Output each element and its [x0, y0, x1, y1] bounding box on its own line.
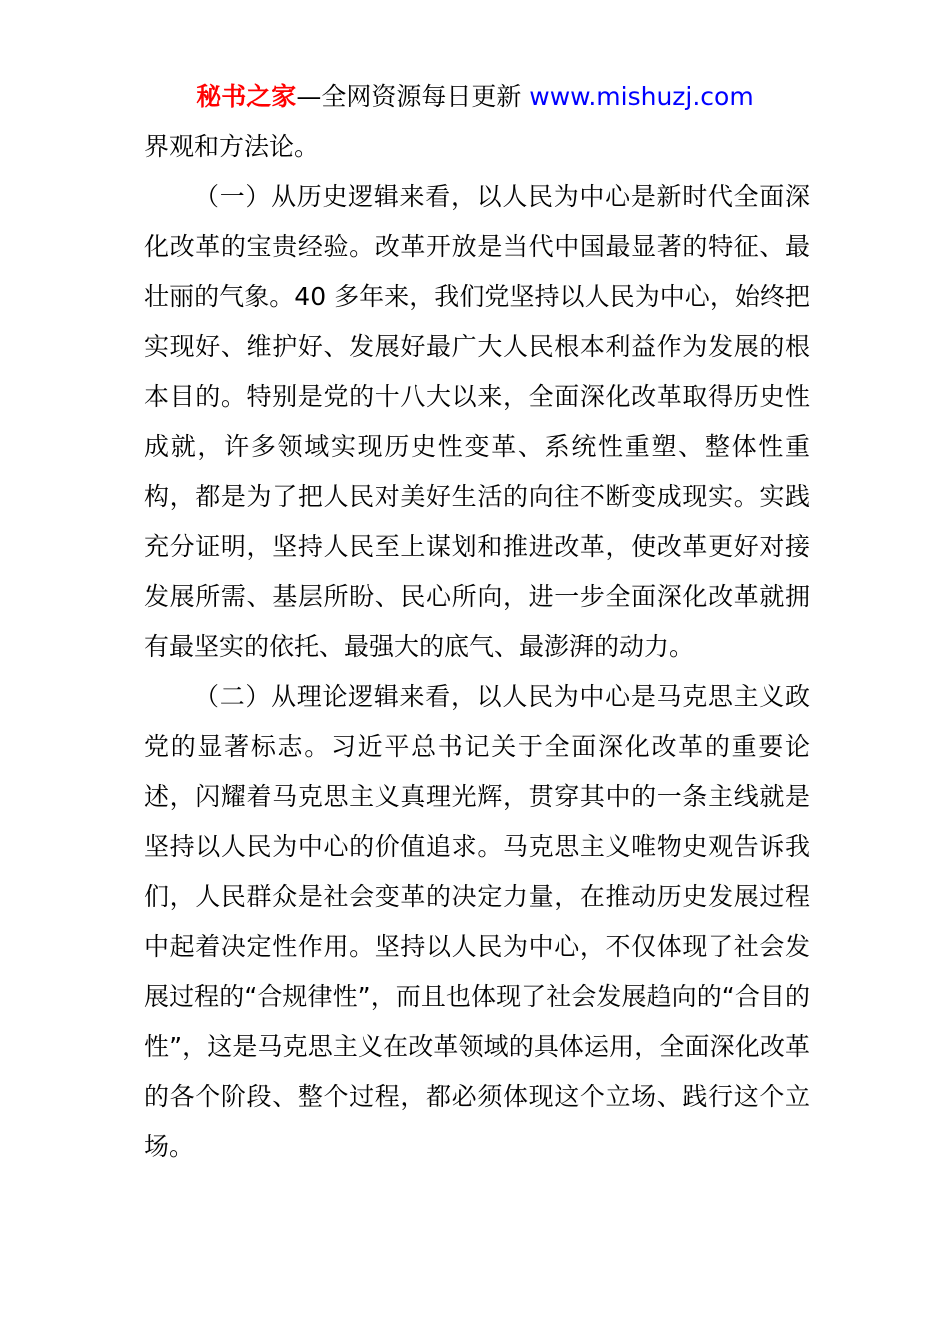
paragraph-historical-logic: （一）从历史逻辑来看，以人民为中心是新时代全面深化改革的宝贵经验。改革开放是当代中国最显著的特征、最壮丽的气象。40 多年来，我们党坚持以人民为中心，始终把实现好、维护好、发展好最广大人民根本利益作为发展的根本目的。特别是党的十八大以来，全面深化改革取得历史性成就，许多领域实现历史性变革、系统性重塑、整体性重构，都是为了把人民对美好生活的向往不断变成现实。实践充分证明，坚持人民至上谋划和推进改革，使改革更好对接发展所需、基层所盼、民心所向，进一步全面深化改革就拥有最坚实的依托、最强大的底气、最澎湃的动力。 — [144, 182, 810, 661]
site-brand: 秘书之家 — [196, 82, 297, 111]
site-url-link[interactable]: www.mishuzj.com — [529, 82, 754, 111]
paragraph-continuation: 界观和方法论。 — [144, 132, 320, 161]
site-tagline: —全网资源每日更新 — [296, 82, 522, 111]
paragraph-theoretical-logic: （二）从理论逻辑来看，以人民为中心是马克思主义政党的显著标志。习近平总书记关于全面深化改革的重要论述，闪耀着马克思主义真理光辉，贯穿其中的一条主线就是坚持以人民为中心的价值追求。马克思主义唯物史观告诉我们，人民群众是社会变革的决定力量，在推动历史发展过程中起着决定性作用。坚持以人民为中心，不仅体现了社会发展过程的“合规律性”，而且也体现了社会发展趋向的“合目的性”，这是马克思主义在改革领域的具体运用，全面深化改革的各个阶段、整个过程，都必须体现这个立场、践行这个立场。 — [144, 682, 810, 1161]
site-header — [0, 80, 950, 114]
document-body — [144, 122, 810, 1172]
